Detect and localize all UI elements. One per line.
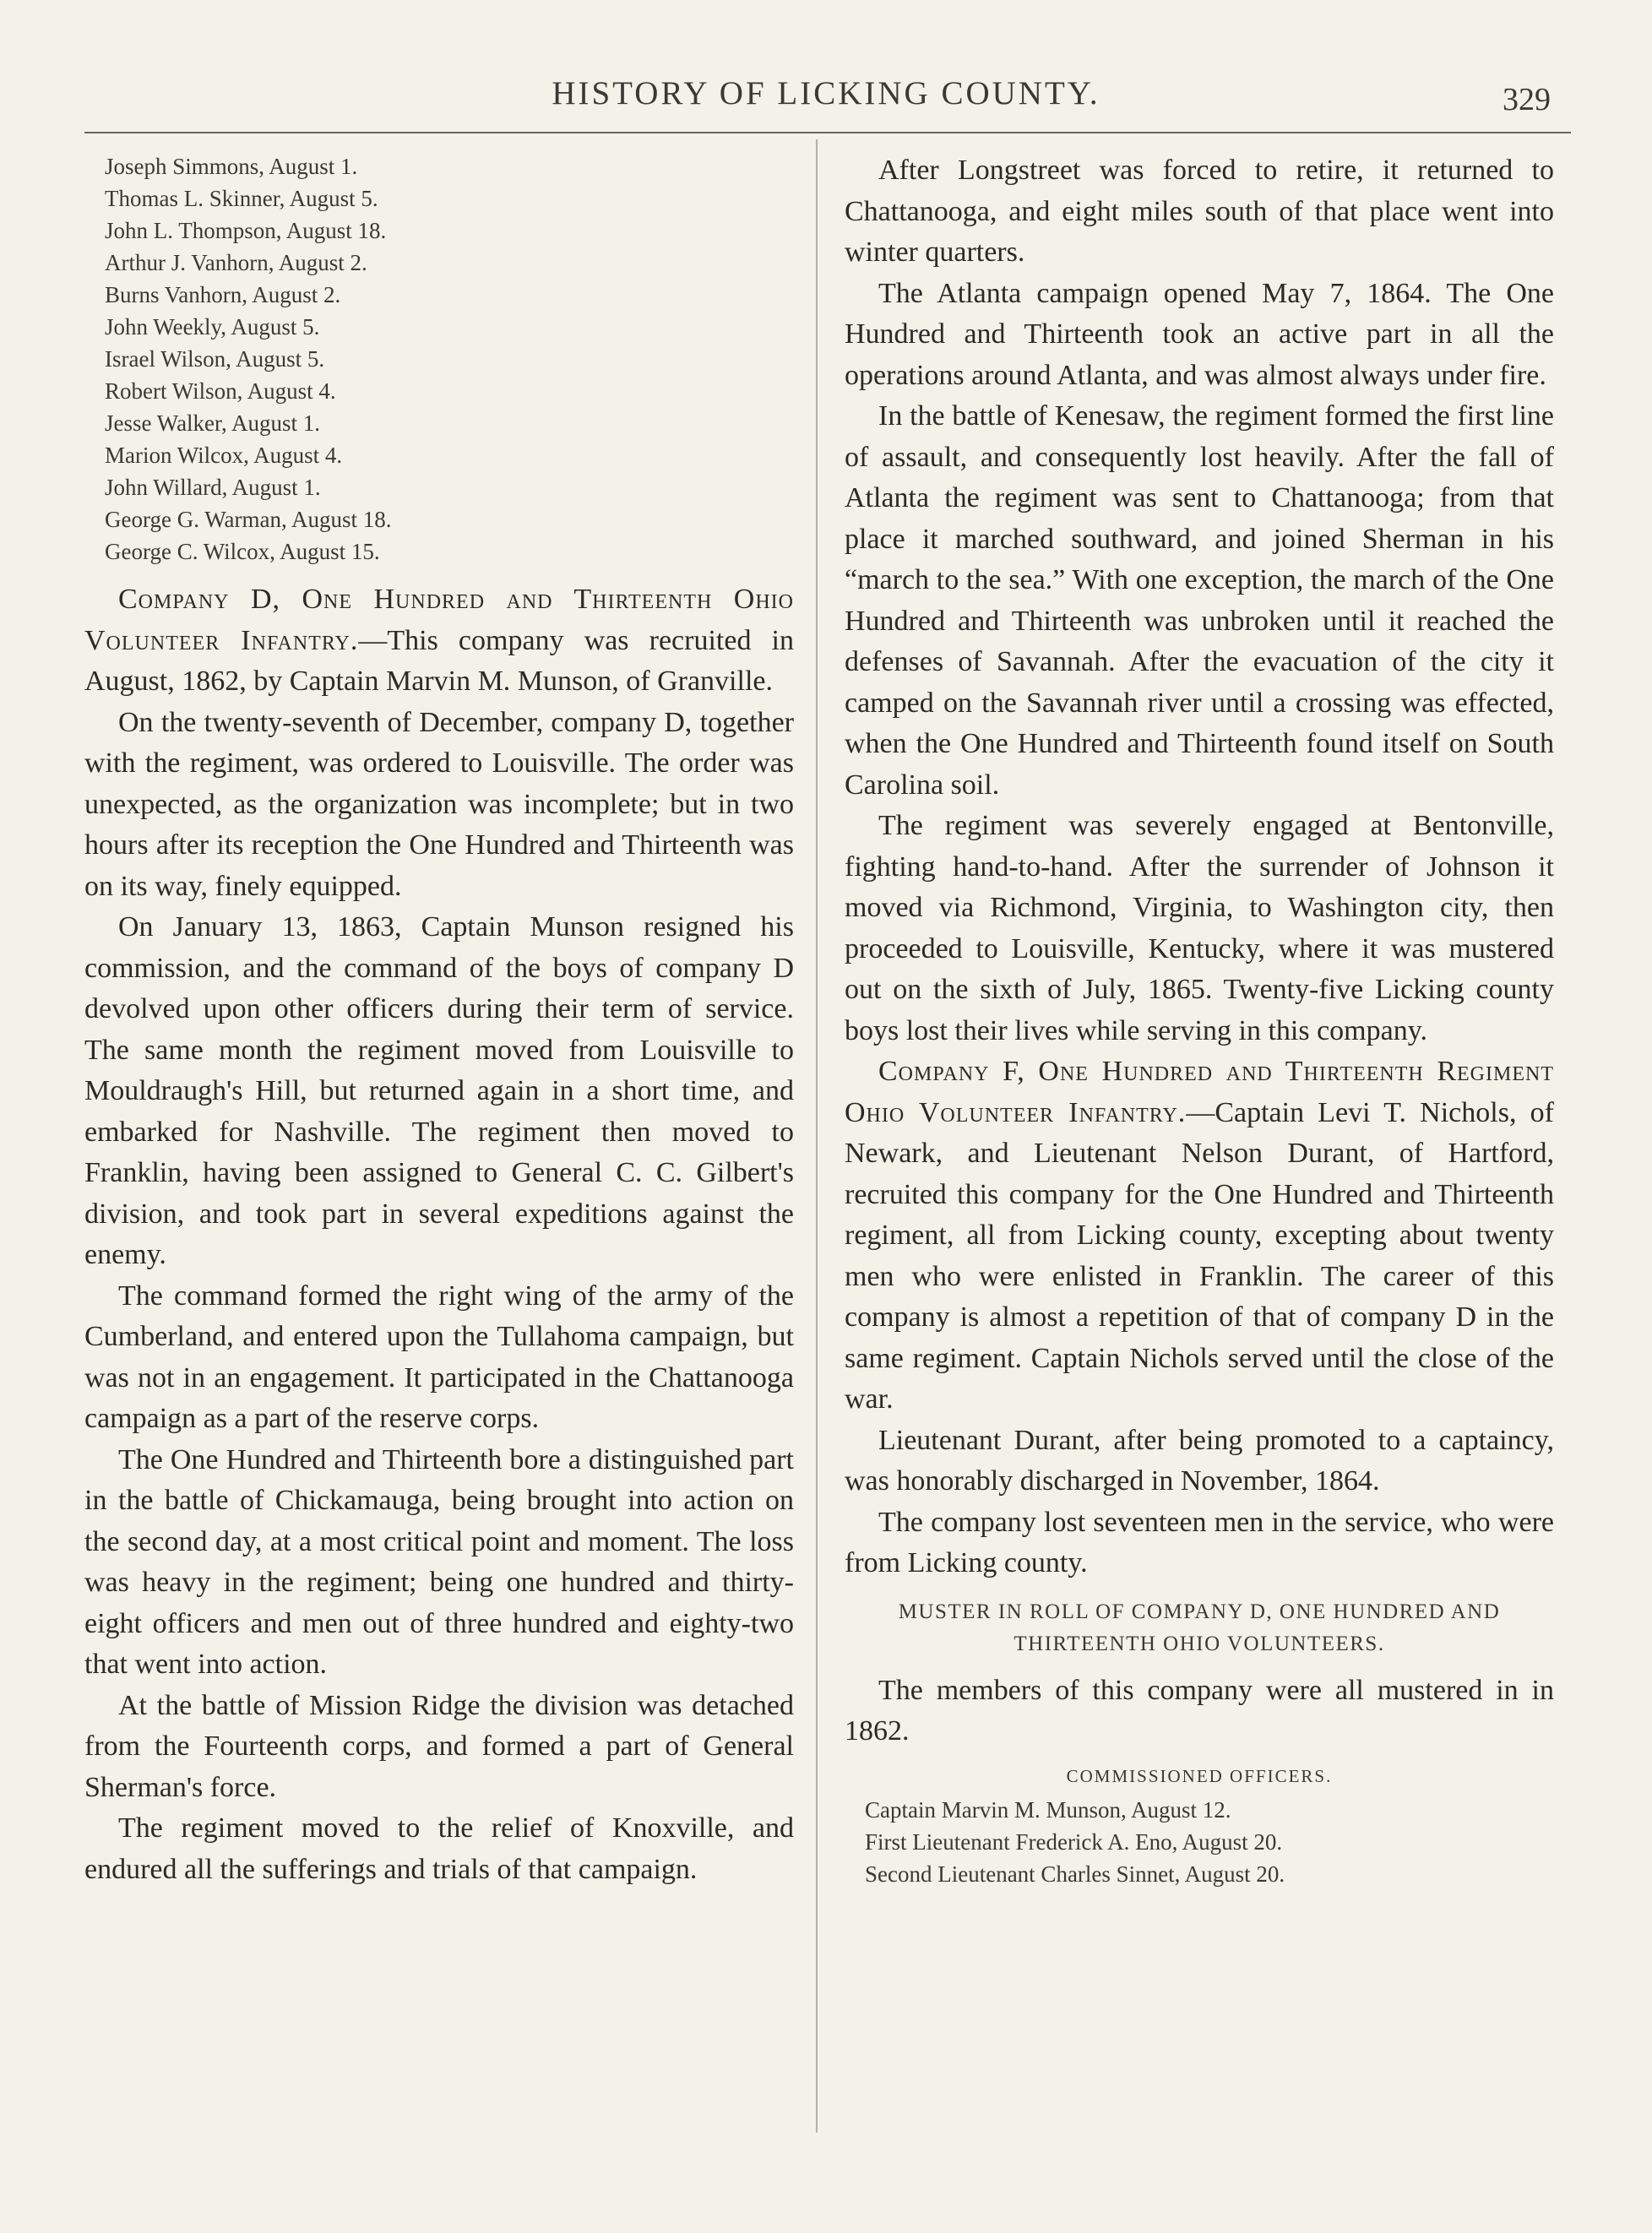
list-item: First Lieutenant Frederick A. Eno, August 20. (865, 1828, 1283, 1855)
company-f-paragraph (845, 1051, 1554, 1421)
header-rule (84, 132, 1571, 133)
paragraph: On the twenty-seventh of December, company D, together with the regiment, was ordered to Louisville. The order was unexpected, as the organization was incomplete; but in two hours after its reception the One Hundred and Thirteenth was on its way, finely equipped. (84, 706, 794, 902)
running-title: HISTORY OF LICKING COUNTY. (552, 75, 1100, 111)
paragraph: On January 13, 1863, Captain Munson resigned his commission, and the command of the boys of company D devolved upon other officers during their term of service. The same month the regiment moved from Louisville to Mouldraugh's Hill, but returned again in a short time, and embarked for Nashville. The regiment then moved to Franklin, having been assigned to General C. C. Gilbert's division, and took part in several expeditions against the enemy. (84, 911, 794, 1270)
company-d-heading: Company D, One Hundred and Thirteenth Ohio Volunteer Infantry. (84, 584, 794, 656)
list-item: Arthur J. Vanhorn, August 2. (105, 250, 367, 275)
paragraph-text: —This company was recruited in August, 1862, by Captain Marvin M. Munson, of Granville. (84, 624, 794, 697)
page-header (0, 69, 1652, 120)
muster-intro: The members of this company were all mustered in in 1862. (845, 1674, 1554, 1747)
paragraph: The One Hundred and Thirteenth bore a distinguished part in the battle of Chickamauga, being brought into action on the second day, at a most critical point and moment. The loss was heavy in the regiment; being one hundred and thirty-eight officers and men out of three hundred and eighty-two that went into action. (84, 1443, 794, 1680)
company-f-heading: Company F, One Hundred and Thirteenth Regiment Ohio Volunteer Infantry. (845, 1056, 1554, 1128)
officers-list (845, 1794, 1554, 1890)
company-d-paragraph (84, 579, 794, 703)
name-list (84, 150, 794, 568)
paragraph: The company lost seventeen men in the service, who were from Licking county. (845, 1506, 1554, 1578)
list-item: Thomas L. Skinner, August 5. (105, 186, 378, 211)
officers-heading: COMMISSIONED OFFICERS. (1066, 1765, 1333, 1786)
paragraph: The Atlanta campaign opened May 7, 1864. The One Hundred and Thirteenth took an active part in all the operations around Atlanta, and was almost always under fire. (845, 277, 1554, 391)
page-number: 329 (1503, 82, 1551, 117)
paragraph: The regiment was severely engaged at Bentonville, fighting hand-to-hand. After the surrender of Johnson it moved via Richmond, Virginia, to Washington city, then proceeded to Louisville, Kentucky, where it was mustered out on the sixth of July, 1865. Twenty-five Licking county boys lost their lives while serving in this company. (845, 810, 1554, 1046)
paragraph: At the battle of Mission Ridge the division was detached from the Fourteenth corps, and formed a part of General Sherman's force. (84, 1689, 794, 1803)
left-column (84, 150, 794, 1890)
right-column (845, 150, 1554, 1890)
column-divider (816, 139, 818, 2132)
paragraph: Lieutenant Durant, after being promoted to a captaincy, was honorably discharged in November, 1864. (845, 1424, 1554, 1497)
paragraph: The regiment moved to the relief of Knoxville, and endured all the sufferings and trials of that campaign. (84, 1812, 794, 1885)
list-item: Captain Marvin M. Munson, August 12. (865, 1796, 1231, 1823)
list-item: John Willard, August 1. (105, 475, 321, 500)
list-item: Jesse Walker, August 1. (105, 410, 320, 436)
paragraph: After Longstreet was forced to retire, it returned to Chattanooga, and eight miles south of that place went into winter quarters. (845, 155, 1554, 268)
muster-roll-heading: MUSTER IN ROLL OF COMPANY D, ONE HUNDRED AND THIRTEENTH OHIO VOLUNTEERS. (898, 1600, 1501, 1655)
list-item: Burns Vanhorn, August 2. (105, 282, 341, 307)
list-item: George C. Wilcox, August 15. (105, 539, 380, 564)
list-item: John L. Thompson, August 18. (105, 218, 387, 243)
list-item: George G. Warman, August 18. (105, 507, 392, 532)
paragraph: In the battle of Kenesaw, the regiment formed the first line of assault, and consequently lost heavily. After the fall of Atlanta the regiment was sent to Chattanooga; from that place it marched southward, and joined Sherman in his “march to the sea.” With one exception, the march of the One Hundred and Thirteenth was unbroken until it reached the defenses of Savannah. After the evacuation of the city it camped on the Savannah river until a crossing was effected, when the One Hundred and Thirteenth found itself on South Carolina soil. (845, 400, 1554, 801)
list-item: Israel Wilson, August 5. (105, 346, 325, 372)
list-item: Joseph Simmons, August 1. (105, 154, 358, 179)
list-item: Second Lieutenant Charles Sinnet, August 20. (865, 1861, 1285, 1887)
paragraph-text: —Captain Levi T. Nichols, of Newark, and Lieutenant Nelson Durant, of Hartford, recruited this company for the One Hundred and Thirteenth regiment, all from Licking county, excepting about twenty men who were enlisted in Franklin. The career of this company is almost a repetition of that of company D in the same regiment. Captain Nichols served until the close of the war. (845, 1096, 1554, 1415)
list-item: Marion Wilcox, August 4. (105, 443, 343, 468)
list-item: John Weekly, August 5. (105, 314, 320, 340)
list-item: Robert Wilson, August 4. (105, 378, 336, 404)
paragraph: The command formed the right wing of the army of the Cumberland, and entered upon the Tullahoma campaign, but was not in an engagement. It participated in the Chattanooga campaign as a part of the reserve corps. (84, 1279, 794, 1434)
